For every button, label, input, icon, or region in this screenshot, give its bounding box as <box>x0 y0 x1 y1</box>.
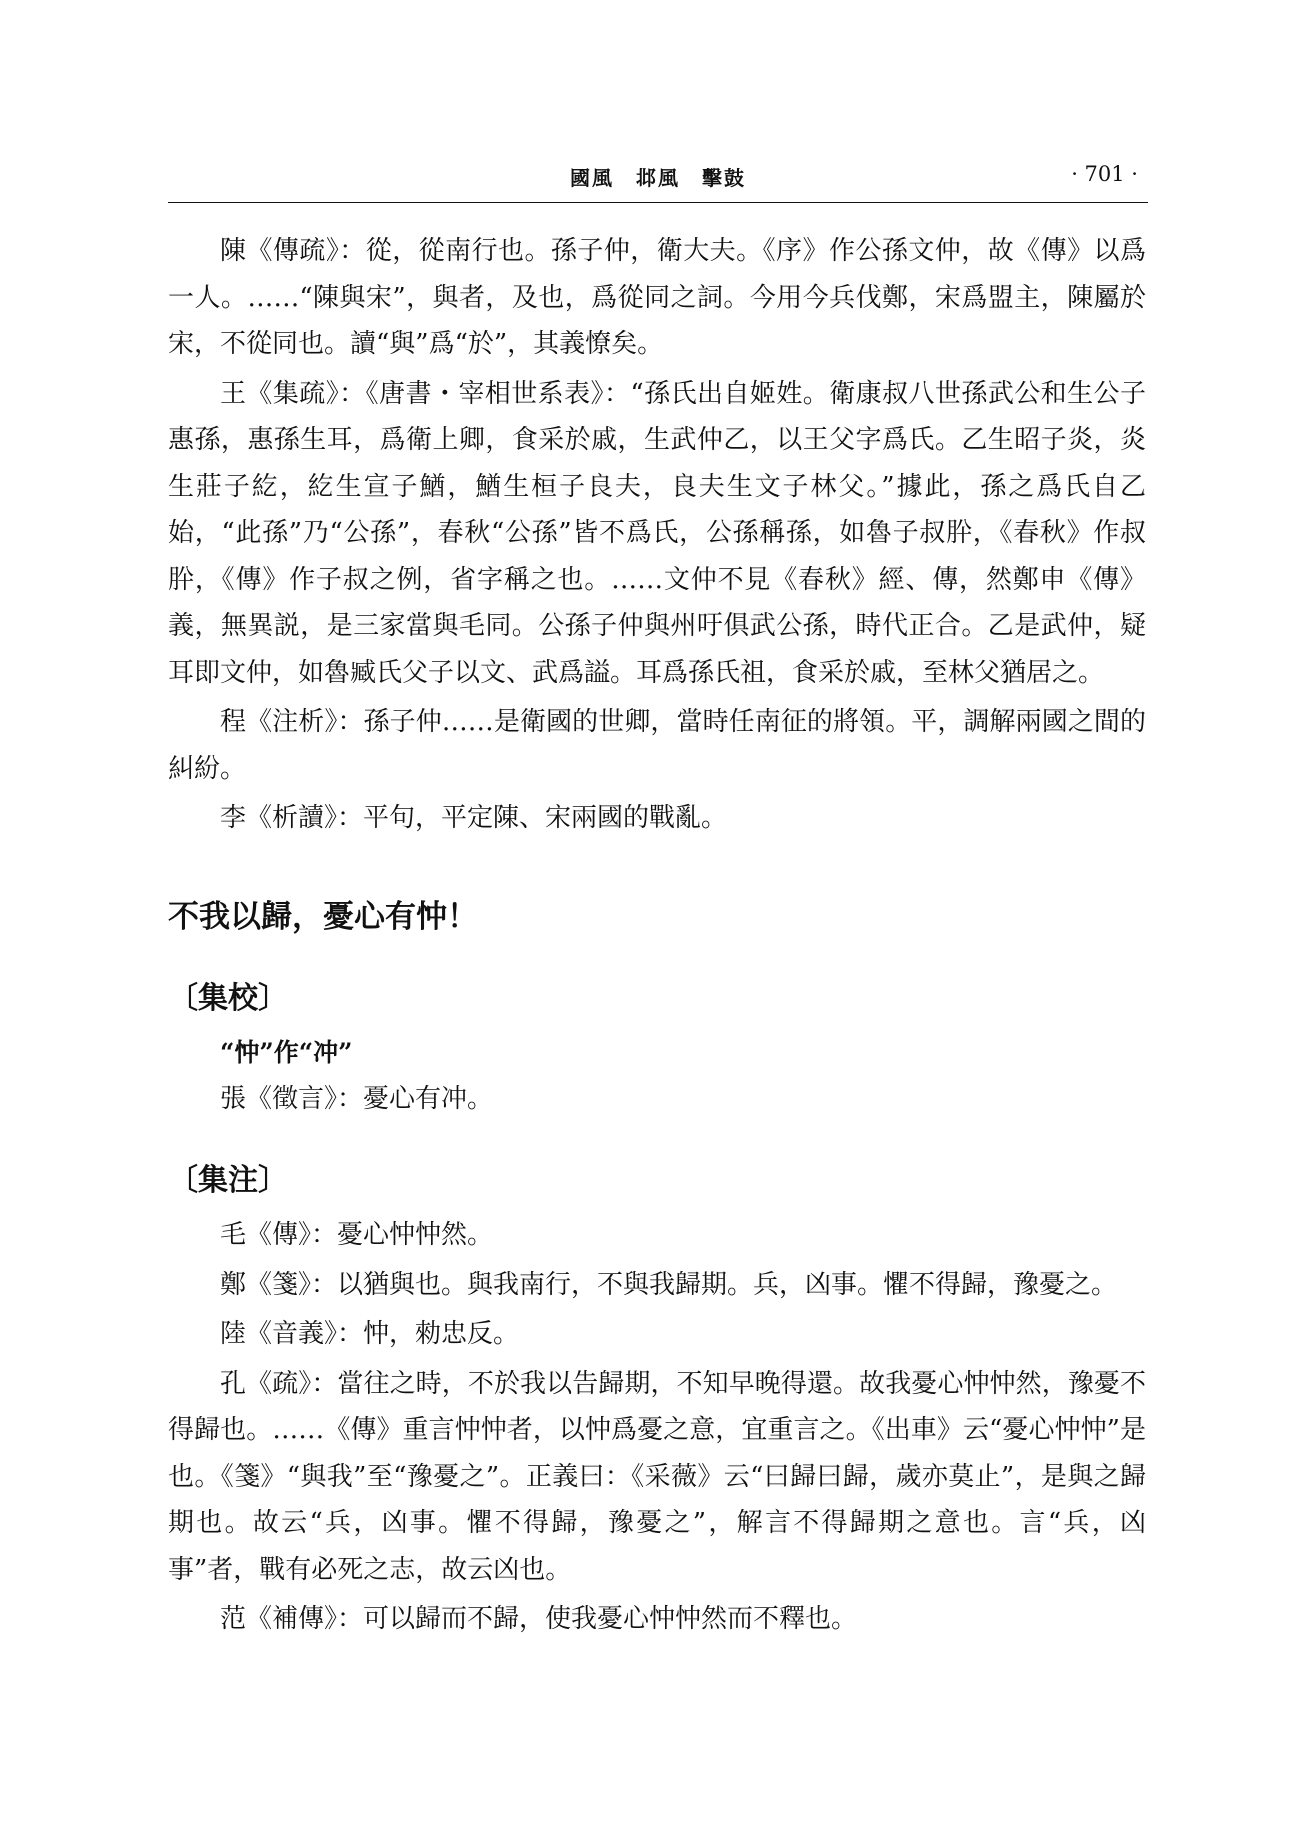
header-rule <box>168 202 1148 203</box>
commentary-paragraph: 范《補傳》：可以歸而不歸，使我憂心忡忡然而不釋也。 <box>220 1604 858 1634</box>
commentary-paragraph: 陸《音義》：忡，勑忠反。 <box>220 1319 520 1349</box>
commentary-paragraph: 程《注析》：孫子仲……是衛國的世卿，當時任南征的將領。平，調解兩國之間的糾紛。 <box>168 707 1146 784</box>
variant-subheading: “忡”作“冲” <box>220 1037 353 1067</box>
section-title-jijiao: 〔集校〕 <box>168 980 288 1016</box>
section-title-jizhu: 〔集注〕 <box>168 1163 288 1198</box>
commentary-paragraph: 毛《傳》：憂心忡忡然。 <box>220 1220 494 1250</box>
commentary-paragraph: 王《集疏》：《唐書・宰相世系表》：“孫氏出自姬姓。衛康叔八世孫武公和生公子惠孫，惠孫生耳，爲衛上卿，食采於戚，生武仲乙，以王父字爲氏。乙生昭子炎，炎生莊子紇，紇生宣子鰌，鰌生桓子良夫，良夫生文子林父。”據此，孫之爲氏自乙始，“此孫”乃“公孫”，春秋“公孫”皆不爲氏，公孫稱孫，如魯子叔肸，《春秋》作叔肸，《傳》作子叔之例，省字稱之也。……文仲不見《春秋》經、傳，然鄭申《傳》義，無異説，是三家當與毛同。公孫子仲與州吁俱武公孫，時代正合。乙是武仲，疑耳即文仲，如魯臧氏父子以文、武爲謚。耳爲孫氏祖，食采於戚，至林父猶居之。 <box>168 378 1146 688</box>
commentary-paragraph: 李《析讀》：平句，平定陳、宋兩國的戰亂。 <box>220 803 728 833</box>
running-title: 國風 邶風 擊鼓 <box>570 166 746 190</box>
page-body <box>168 228 1146 1646</box>
commentary-paragraph: 孔《疏》：當往之時，不於我以告歸期，不知早晚得還。故我憂心忡忡然，豫憂不得歸也。……《傳》重言忡忡者，以忡爲憂之意，宜重言之。《出車》云“憂心忡忡”是也。《箋》“與我”至“豫憂之”。正義曰：《采薇》云“曰歸曰歸，歲亦莫止”，是與之歸期也。故云“兵，凶事。懼不得歸，豫憂之”，解言不得歸期之意也。言“兵，凶事”者，戰有必死之志，故云凶也。 <box>168 1368 1146 1585</box>
verse-heading: 不我以歸，憂心有忡！ <box>168 898 478 935</box>
page-header <box>168 158 1148 198</box>
commentary-paragraph: 陳《傳疏》：從，從南行也。孫子仲，衛大夫。《序》作公孫文仲，故《傳》以爲一人。……“陳與宋”，與者，及也，爲從同之詞。今用今兵伐鄭，宋爲盟主，陳屬於宋，不從同也。讀“與”爲“於”，其義憭矣。 <box>168 236 1146 359</box>
commentary-paragraph: 張《徵言》：憂心有冲。 <box>220 1083 494 1114</box>
page-number: · 701 · <box>1071 162 1138 186</box>
commentary-paragraph: 鄭《箋》：以猶與也。與我南行，不與我歸期。兵，凶事。懼不得歸，豫憂之。 <box>220 1269 1118 1300</box>
